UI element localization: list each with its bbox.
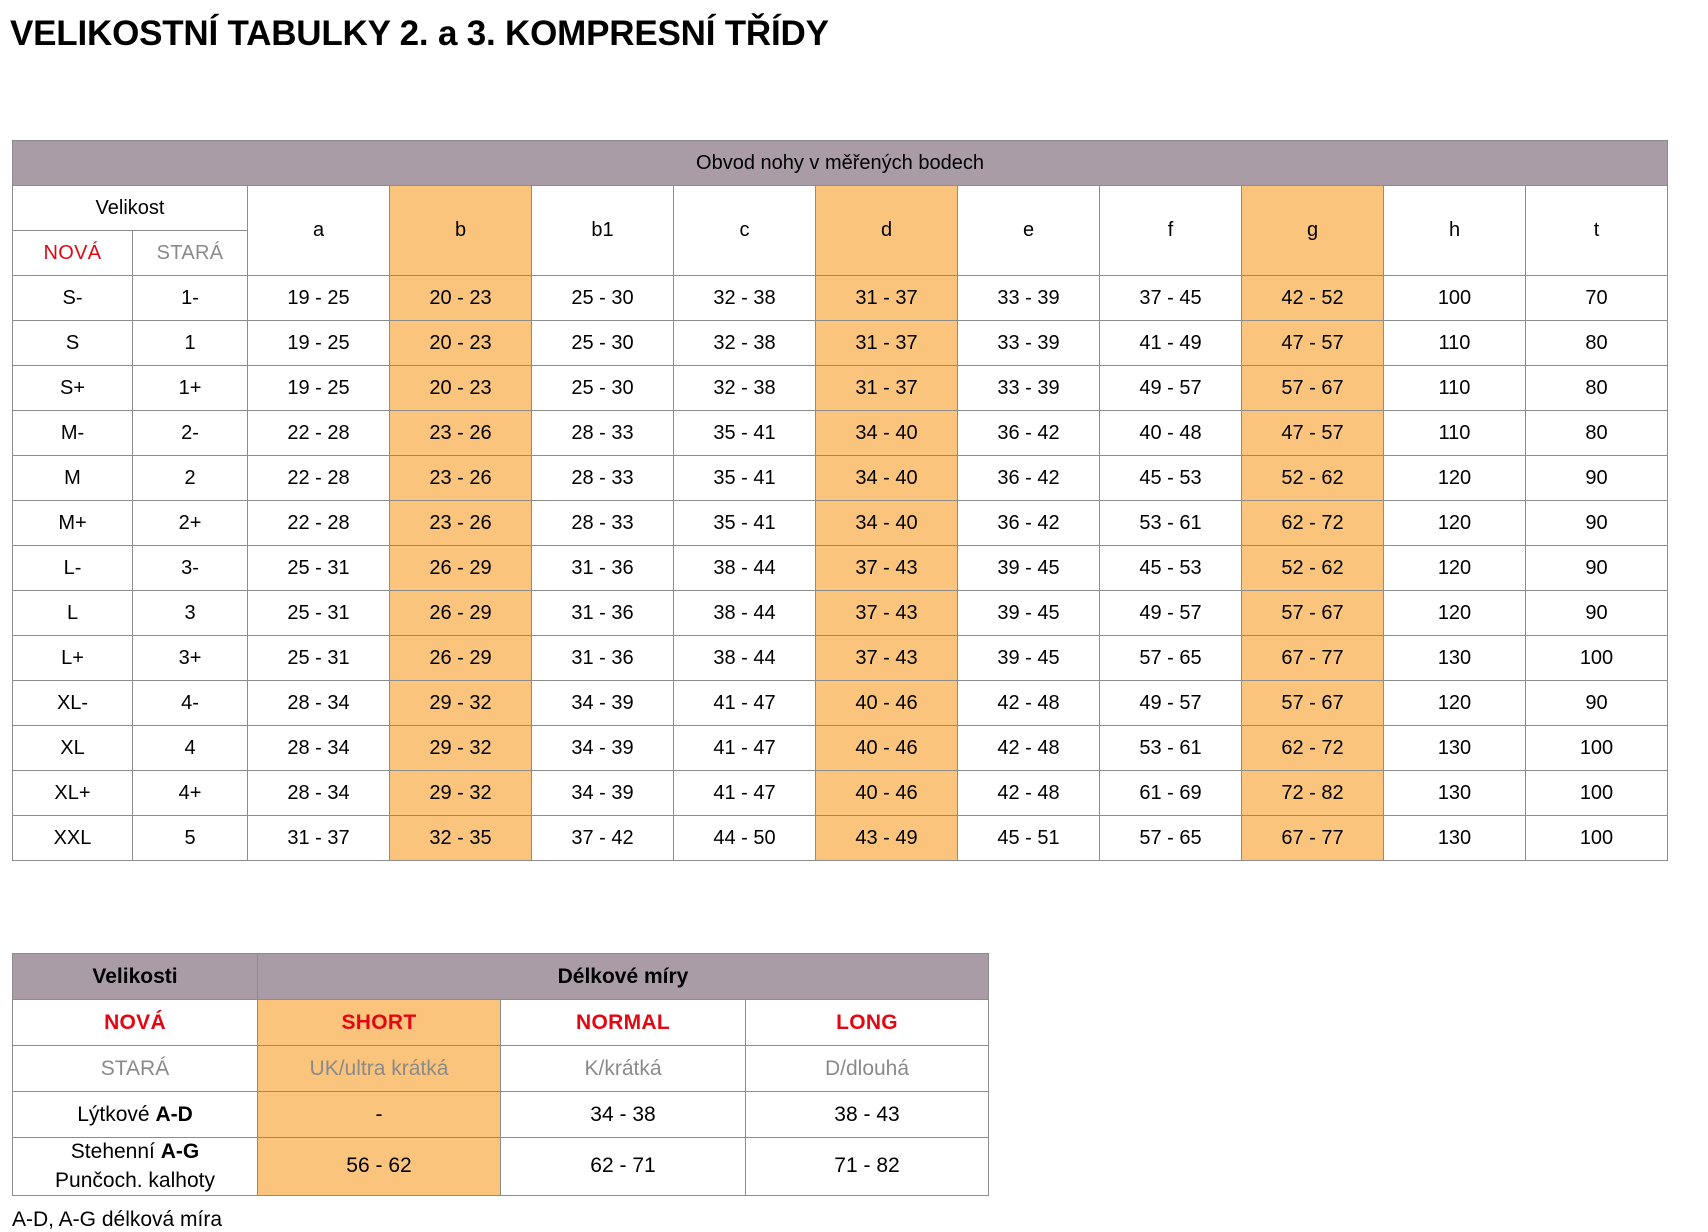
cell-b1: 37 - 42 — [532, 816, 674, 861]
cell-b: 20 - 23 — [390, 321, 532, 366]
cell-g: 57 - 67 — [1242, 366, 1384, 411]
cell-d: 40 - 46 — [816, 726, 958, 771]
cell-c: 32 - 38 — [674, 276, 816, 321]
velikosti-header: Velikosti — [13, 954, 258, 1000]
col-header-d: d — [816, 186, 958, 276]
cell-b: 23 - 26 — [390, 411, 532, 456]
cell-b1: 25 - 30 — [532, 321, 674, 366]
length-name-short: SHORT — [258, 1000, 501, 1046]
table-header-row-1 — [13, 186, 1668, 231]
cell-old-size: 5 — [133, 816, 248, 861]
cell-g: 57 - 67 — [1242, 681, 1384, 726]
cell-old-size: 3- — [133, 546, 248, 591]
col-header-g: g — [1242, 186, 1384, 276]
cell-f: 49 - 57 — [1100, 681, 1242, 726]
cell-a: 19 - 25 — [248, 276, 390, 321]
cell-d: 34 - 40 — [816, 501, 958, 546]
cell-b1: 25 - 30 — [532, 366, 674, 411]
cell-d: 40 - 46 — [816, 771, 958, 816]
cell-e: 33 - 39 — [958, 321, 1100, 366]
calf-label-code: A-D — [155, 1102, 193, 1126]
table-band-row — [13, 141, 1668, 186]
cell-new-size: XL- — [13, 681, 133, 726]
cell-a: 25 - 31 — [248, 546, 390, 591]
cell-h: 110 — [1384, 411, 1526, 456]
cell-d: 43 - 49 — [816, 816, 958, 861]
cell-g: 52 - 62 — [1242, 546, 1384, 591]
cell-new-size: L+ — [13, 636, 133, 681]
cell-new-size: L- — [13, 546, 133, 591]
cell-e: 42 - 48 — [958, 681, 1100, 726]
cell-t: 100 — [1526, 636, 1668, 681]
velikost-header: Velikost — [13, 186, 248, 231]
length-band-row — [13, 954, 989, 1000]
cell-h: 120 — [1384, 681, 1526, 726]
cell-c: 41 - 47 — [674, 726, 816, 771]
cell-h: 110 — [1384, 366, 1526, 411]
cell-a: 25 - 31 — [248, 636, 390, 681]
cell-f: 37 - 45 — [1100, 276, 1242, 321]
cell-a: 25 - 31 — [248, 591, 390, 636]
cell-f: 40 - 48 — [1100, 411, 1242, 456]
header-nova: NOVÁ — [13, 231, 133, 276]
cell-d: 34 - 40 — [816, 411, 958, 456]
calf-normal-value: 34 - 38 — [501, 1092, 746, 1138]
cell-h: 120 — [1384, 456, 1526, 501]
section-spacer — [0, 861, 1708, 953]
main-band-title: Obvod nohy v měřených bodech — [13, 141, 1668, 186]
cell-t: 100 — [1526, 771, 1668, 816]
cell-c: 35 - 41 — [674, 411, 816, 456]
cell-e: 33 - 39 — [958, 366, 1100, 411]
col-header-a: a — [248, 186, 390, 276]
cell-h: 120 — [1384, 546, 1526, 591]
cell-old-size: 2+ — [133, 501, 248, 546]
calf-label-text: Lýtkové — [77, 1102, 156, 1126]
cell-b1: 25 - 30 — [532, 276, 674, 321]
cell-new-size: S — [13, 321, 133, 366]
cell-a: 22 - 28 — [248, 501, 390, 546]
cell-g: 57 - 67 — [1242, 591, 1384, 636]
cell-d: 37 - 43 — [816, 636, 958, 681]
cell-b1: 31 - 36 — [532, 546, 674, 591]
cell-d: 31 - 37 — [816, 366, 958, 411]
col-header-c: c — [674, 186, 816, 276]
cell-a: 22 - 28 — [248, 411, 390, 456]
cell-g: 67 - 77 — [1242, 636, 1384, 681]
cell-c: 44 - 50 — [674, 816, 816, 861]
cell-b: 29 - 32 — [390, 681, 532, 726]
length-old-row — [13, 1046, 989, 1092]
cell-b1: 28 - 33 — [532, 501, 674, 546]
cell-b1: 28 - 33 — [532, 456, 674, 501]
table-row — [13, 366, 1668, 411]
cell-t: 80 — [1526, 411, 1668, 456]
cell-e: 42 - 48 — [958, 726, 1100, 771]
cell-b1: 31 - 36 — [532, 591, 674, 636]
cell-e: 39 - 45 — [958, 591, 1100, 636]
cell-new-size: XL+ — [13, 771, 133, 816]
cell-old-size: 1+ — [133, 366, 248, 411]
cell-t: 90 — [1526, 681, 1668, 726]
cell-h: 130 — [1384, 771, 1526, 816]
cell-b1: 34 - 39 — [532, 681, 674, 726]
length-table-wrap — [0, 953, 1708, 1196]
cell-a: 28 - 34 — [248, 681, 390, 726]
cell-t: 90 — [1526, 546, 1668, 591]
cell-old-size: 4+ — [133, 771, 248, 816]
cell-a: 19 - 25 — [248, 321, 390, 366]
cell-e: 36 - 42 — [958, 456, 1100, 501]
table-row — [13, 411, 1668, 456]
cell-g: 67 - 77 — [1242, 816, 1384, 861]
cell-new-size: XL — [13, 726, 133, 771]
length-band-title: Délkové míry — [258, 954, 989, 1000]
length-thigh-row — [13, 1138, 989, 1196]
thigh-label-text: Stehenní — [70, 1140, 161, 1164]
cell-c: 32 - 38 — [674, 321, 816, 366]
table-row — [13, 321, 1668, 366]
cell-t: 90 — [1526, 501, 1668, 546]
length-old-normal: K/krátká — [501, 1046, 746, 1092]
cell-t: 90 — [1526, 591, 1668, 636]
cell-b1: 34 - 39 — [532, 771, 674, 816]
cell-e: 39 - 45 — [958, 636, 1100, 681]
cell-b: 26 - 29 — [390, 546, 532, 591]
cell-a: 31 - 37 — [248, 816, 390, 861]
cell-h: 130 — [1384, 816, 1526, 861]
cell-a: 28 - 34 — [248, 726, 390, 771]
cell-a: 28 - 34 — [248, 771, 390, 816]
cell-f: 49 - 57 — [1100, 591, 1242, 636]
length-new-row — [13, 1000, 989, 1046]
cell-b1: 28 - 33 — [532, 411, 674, 456]
cell-b: 23 - 26 — [390, 501, 532, 546]
cell-e: 39 - 45 — [958, 546, 1100, 591]
cell-b1: 34 - 39 — [532, 726, 674, 771]
cell-t: 100 — [1526, 816, 1668, 861]
cell-f: 53 - 61 — [1100, 726, 1242, 771]
cell-g: 72 - 82 — [1242, 771, 1384, 816]
table-row — [13, 546, 1668, 591]
cell-old-size: 2 — [133, 456, 248, 501]
thigh-long-value: 71 - 82 — [746, 1138, 989, 1196]
cell-old-size: 4- — [133, 681, 248, 726]
cell-f: 53 - 61 — [1100, 501, 1242, 546]
cell-g: 47 - 57 — [1242, 321, 1384, 366]
cell-c: 38 - 44 — [674, 636, 816, 681]
cell-b: 20 - 23 — [390, 366, 532, 411]
cell-h: 130 — [1384, 726, 1526, 771]
cell-c: 35 - 41 — [674, 456, 816, 501]
thigh-short-value: 56 - 62 — [258, 1138, 501, 1196]
cell-old-size: 2- — [133, 411, 248, 456]
cell-h: 120 — [1384, 591, 1526, 636]
length-name-normal: NORMAL — [501, 1000, 746, 1046]
cell-t: 80 — [1526, 321, 1668, 366]
cell-f: 41 - 49 — [1100, 321, 1242, 366]
cell-f: 57 - 65 — [1100, 636, 1242, 681]
cell-d: 31 - 37 — [816, 321, 958, 366]
cell-f: 49 - 57 — [1100, 366, 1242, 411]
cell-new-size: M- — [13, 411, 133, 456]
cell-b1: 31 - 36 — [532, 636, 674, 681]
cell-g: 52 - 62 — [1242, 456, 1384, 501]
cell-h: 110 — [1384, 321, 1526, 366]
table-row — [13, 636, 1668, 681]
cell-h: 130 — [1384, 636, 1526, 681]
cell-d: 37 - 43 — [816, 591, 958, 636]
cell-b: 29 - 32 — [390, 771, 532, 816]
cell-old-size: 4 — [133, 726, 248, 771]
cell-g: 62 - 72 — [1242, 726, 1384, 771]
length-old-short: UK/ultra krátká — [258, 1046, 501, 1092]
cell-f: 61 - 69 — [1100, 771, 1242, 816]
length-old-long: D/dlouhá — [746, 1046, 989, 1092]
length-measures-table — [12, 953, 989, 1196]
thigh-normal-value: 62 - 71 — [501, 1138, 746, 1196]
calf-label — [13, 1092, 258, 1138]
cell-e: 45 - 51 — [958, 816, 1100, 861]
thigh-label-line1 — [17, 1138, 253, 1166]
cell-h: 100 — [1384, 276, 1526, 321]
cell-new-size: S- — [13, 276, 133, 321]
footnote: A-D, A-G délková míra — [12, 1207, 223, 1231]
main-table-wrap — [0, 140, 1708, 861]
length-stara-label: STARÁ — [13, 1046, 258, 1092]
cell-h: 120 — [1384, 501, 1526, 546]
table-row — [13, 726, 1668, 771]
cell-a: 22 - 28 — [248, 456, 390, 501]
cell-new-size: S+ — [13, 366, 133, 411]
cell-e: 42 - 48 — [958, 771, 1100, 816]
cell-f: 45 - 53 — [1100, 546, 1242, 591]
cell-d: 34 - 40 — [816, 456, 958, 501]
length-nova-label: NOVÁ — [13, 1000, 258, 1046]
cell-new-size: XXL — [13, 816, 133, 861]
header-stara: STARÁ — [133, 231, 248, 276]
cell-e: 33 - 39 — [958, 276, 1100, 321]
col-header-f: f — [1100, 186, 1242, 276]
col-header-b: b — [390, 186, 532, 276]
cell-g: 47 - 57 — [1242, 411, 1384, 456]
calf-short-value: - — [258, 1092, 501, 1138]
title-spacer — [0, 54, 1708, 140]
cell-b: 29 - 32 — [390, 726, 532, 771]
cell-c: 38 - 44 — [674, 546, 816, 591]
cell-c: 32 - 38 — [674, 366, 816, 411]
cell-b: 20 - 23 — [390, 276, 532, 321]
table-row — [13, 591, 1668, 636]
cell-new-size: M — [13, 456, 133, 501]
cell-g: 62 - 72 — [1242, 501, 1384, 546]
cell-t: 100 — [1526, 726, 1668, 771]
cell-e: 36 - 42 — [958, 501, 1100, 546]
cell-d: 31 - 37 — [816, 276, 958, 321]
table-row — [13, 501, 1668, 546]
cell-t: 90 — [1526, 456, 1668, 501]
cell-c: 41 - 47 — [674, 771, 816, 816]
thigh-label — [13, 1138, 258, 1196]
cell-f: 57 - 65 — [1100, 816, 1242, 861]
cell-a: 19 - 25 — [248, 366, 390, 411]
cell-d: 40 - 46 — [816, 681, 958, 726]
table-row — [13, 816, 1668, 861]
col-header-b1: b1 — [532, 186, 674, 276]
cell-e: 36 - 42 — [958, 411, 1100, 456]
cell-old-size: 3 — [133, 591, 248, 636]
cell-c: 38 - 44 — [674, 591, 816, 636]
cell-d: 37 - 43 — [816, 546, 958, 591]
col-header-t: t — [1526, 186, 1668, 276]
cell-old-size: 1 — [133, 321, 248, 366]
thigh-label-line2: Punčoch. kalhoty — [55, 1168, 215, 1192]
cell-b: 32 - 35 — [390, 816, 532, 861]
col-header-h: h — [1384, 186, 1526, 276]
cell-new-size: M+ — [13, 501, 133, 546]
table-row — [13, 771, 1668, 816]
cell-f: 45 - 53 — [1100, 456, 1242, 501]
cell-g: 42 - 52 — [1242, 276, 1384, 321]
cell-b: 23 - 26 — [390, 456, 532, 501]
length-calf-row — [13, 1092, 989, 1138]
table-row — [13, 276, 1668, 321]
calf-long-value: 38 - 43 — [746, 1092, 989, 1138]
thigh-label-code: A-G — [160, 1140, 200, 1164]
table-row — [13, 681, 1668, 726]
cell-new-size: L — [13, 591, 133, 636]
cell-old-size: 3+ — [133, 636, 248, 681]
cell-old-size: 1- — [133, 276, 248, 321]
cell-t: 80 — [1526, 366, 1668, 411]
cell-t: 70 — [1526, 276, 1668, 321]
cell-c: 35 - 41 — [674, 501, 816, 546]
col-header-e: e — [958, 186, 1100, 276]
cell-c: 41 - 47 — [674, 681, 816, 726]
circumference-table — [12, 140, 1668, 861]
cell-b: 26 - 29 — [390, 636, 532, 681]
page-title: VELIKOSTNÍ TABULKY 2. a 3. KOMPRESNÍ TŘÍDY — [10, 14, 829, 53]
table-row — [13, 456, 1668, 501]
length-name-long: LONG — [746, 1000, 989, 1046]
cell-b: 26 - 29 — [390, 591, 532, 636]
